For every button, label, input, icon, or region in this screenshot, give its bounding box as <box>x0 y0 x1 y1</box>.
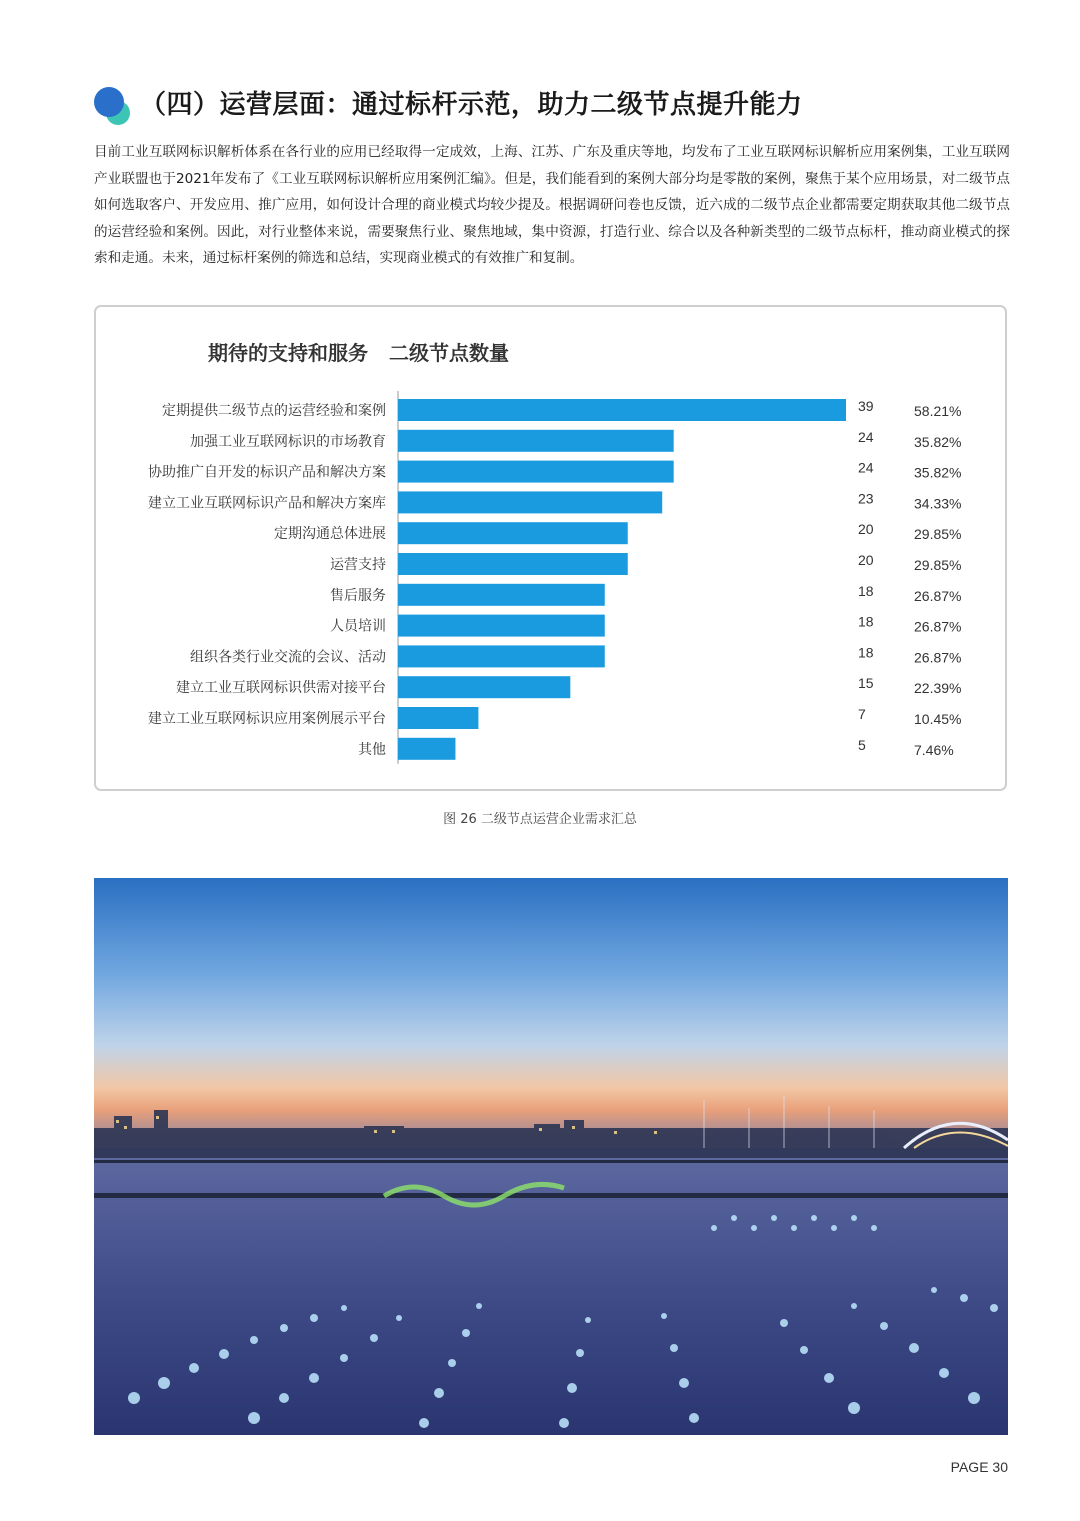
percent-label: 7.46% <box>914 741 954 758</box>
percent-label: 26.87% <box>914 649 962 666</box>
category-label: 其他 <box>358 741 386 758</box>
category-label: 运营支持 <box>330 557 386 573</box>
bar <box>398 553 628 575</box>
value-label: 20 <box>858 521 874 538</box>
percent-label: 35.82% <box>914 464 962 481</box>
value-label: 5 <box>858 736 866 753</box>
category-label: 定期提供二级节点的运营经验和案例 <box>162 403 386 419</box>
bar <box>398 645 605 667</box>
section-title: （四）运营层面：通过标杆示范，助力二级节点提升能力 <box>140 90 803 120</box>
marina-night-photo <box>94 878 1008 1435</box>
bar <box>398 430 674 452</box>
value-label: 39 <box>858 398 874 414</box>
value-label: 18 <box>858 582 874 599</box>
category-label: 协助推广自开发的标识产品和解决方案 <box>148 464 386 481</box>
chart-panel <box>94 305 1007 791</box>
percent-label: 35.82% <box>914 433 962 450</box>
category-label: 建立工业互联网标识产品和解决方案库 <box>148 495 386 512</box>
percent-label: 26.87% <box>914 587 962 604</box>
value-label: 18 <box>858 613 874 630</box>
page-number: PAGE 30 <box>950 1459 1008 1475</box>
percent-label: 58.21% <box>914 403 962 419</box>
chart-title-left: 期待的支持和服务 <box>208 341 368 365</box>
percent-label: 10.45% <box>914 711 962 727</box>
chart-title-right: 二级节点数量 <box>388 341 509 365</box>
bar <box>398 676 570 698</box>
category-label: 建立工业互联网标识应用案例展示平台 <box>148 711 386 727</box>
figure-caption: 图 26 二级节点运营企业需求汇总 <box>443 812 637 827</box>
body-paragraph: 目前工业互联网标识解析体系在各行业的应用已经取得一定成效，上海、江苏、广东及重庆等地，均发布了工业互联网标识解析应用案例集，工业互联网产业联盟也于2021年发布了《工业互联网标识解析应用案例汇编》。但是，我们能看到的案例大部分均是零散的案例，聚焦于某个应用场景，对二级节点如何选取客户、开发应用、推广应用，如何设计合理的商业模式均较少提及。根据调研问卷也反馈，近六成的二级节点企业都需要定期获取其他二级节点的运营经验和案例。因此，对行业整体来说，需要聚焦行业、聚焦地域，集中资源，打造行业、综合以及各种新类型的二级节点标杆，推动商业模式的探索和走通。未来，通过标杆案例的筛选和总结，实现商业模式的有效推广和复制。 <box>94 144 1010 266</box>
section-bullet-icon <box>94 86 132 126</box>
bar <box>398 707 478 729</box>
bar <box>398 399 846 421</box>
value-label: 24 <box>858 459 874 476</box>
bar <box>398 461 674 483</box>
bar-chart <box>96 307 1005 789</box>
value-label: 20 <box>858 552 874 568</box>
percent-label: 22.39% <box>914 680 962 697</box>
category-label: 售后服务 <box>330 587 386 604</box>
percent-label: 29.85% <box>914 557 962 573</box>
percent-label: 29.85% <box>914 526 962 543</box>
category-label: 人员培训 <box>330 618 386 635</box>
percent-label: 26.87% <box>914 618 962 635</box>
value-label: 23 <box>858 490 874 507</box>
bar <box>398 615 605 637</box>
bar <box>398 584 605 606</box>
category-label: 定期沟通总体进展 <box>274 526 386 543</box>
category-label: 组织各类行业交流的会议、活动 <box>190 649 386 666</box>
percent-label: 34.33% <box>914 495 962 512</box>
bar <box>398 491 662 513</box>
bar <box>398 522 628 544</box>
value-label: 15 <box>858 675 874 692</box>
category-label: 建立工业互联网标识供需对接平台 <box>176 680 386 697</box>
value-label: 24 <box>858 428 874 445</box>
value-label: 18 <box>858 644 874 661</box>
value-label: 7 <box>858 706 866 722</box>
category-label: 加强工业互联网标识的市场教育 <box>190 433 386 450</box>
bar <box>398 738 455 760</box>
